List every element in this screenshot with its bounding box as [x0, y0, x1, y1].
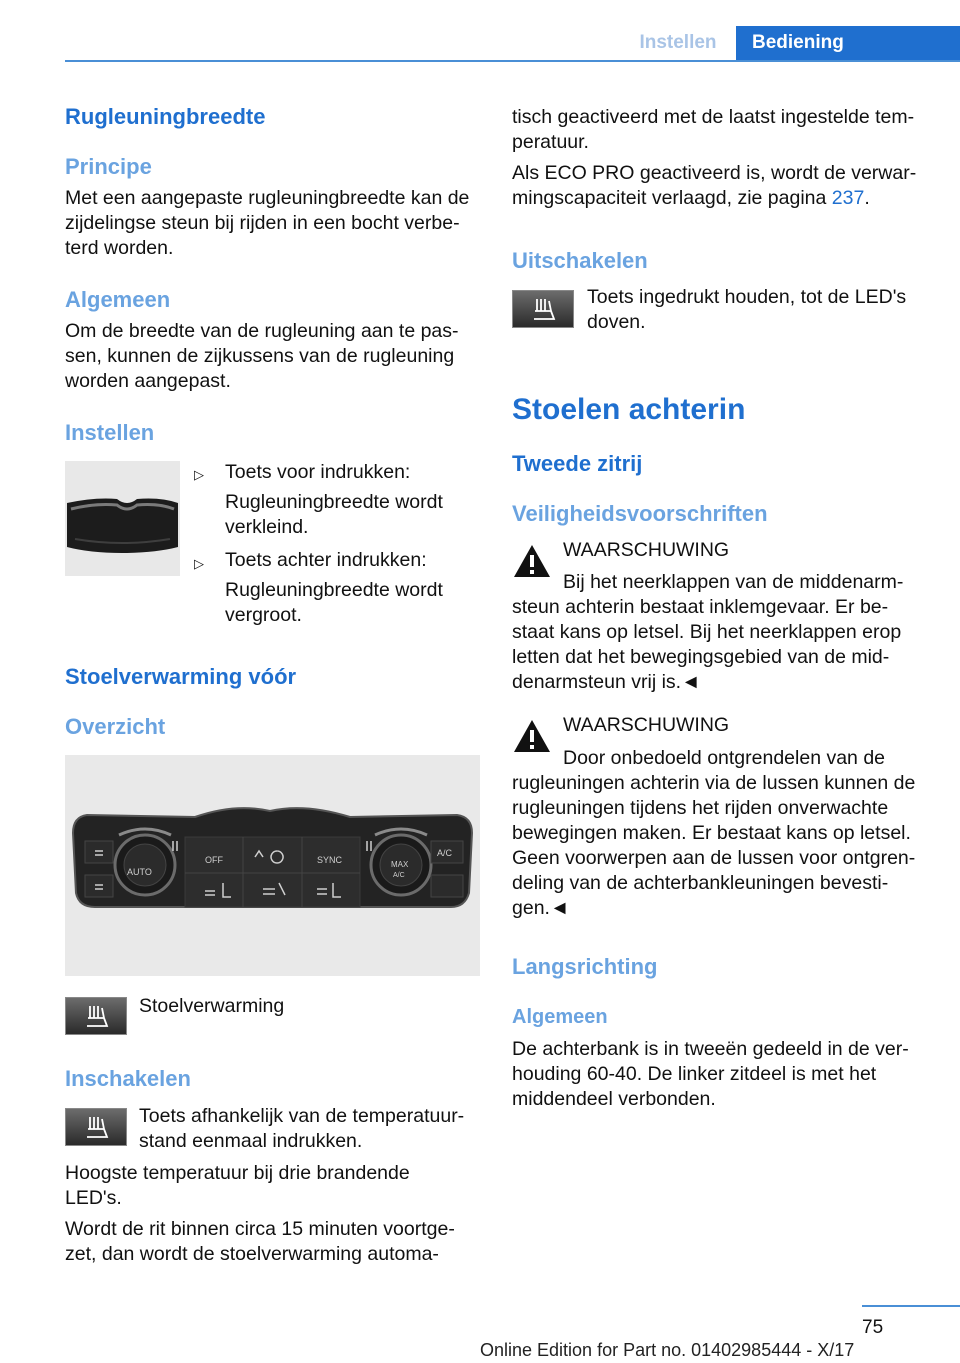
heading-overzicht: Overzicht — [65, 714, 166, 739]
heading-algemeen: Algemeen — [65, 287, 171, 312]
warning-1-title: WAARSCHUWING — [563, 539, 730, 561]
seat-heating-button-image-2 — [65, 1108, 127, 1146]
legend-stoelverwarming: Stoelverwarming — [139, 995, 285, 1017]
inschakelen-paragraph: Toets afhankelijk van de temperatuur- stand eenmaal indrukken. — [139, 1105, 465, 1152]
heading-instellen: Instellen — [65, 420, 155, 445]
heading-langsrichting: Langsrichting — [512, 954, 658, 979]
heading-veiligheidsvoorschriften: Veiligheidsvoorschriften — [512, 501, 768, 526]
bullet-triangle-2: ▷ — [194, 556, 204, 571]
hoogste-paragraph: Hoogste temperatuur bij drie brandende LED's. — [65, 1162, 410, 1209]
warning-2-title: WAARSCHUWING — [563, 714, 730, 736]
eco-pro-paragraph: Als ECO PRO geactiveerd is, wordt de verwar- mingscapaciteit verlaagd, zie pagina 237. — [512, 162, 917, 209]
panel-label-max: MAX — [391, 860, 409, 869]
climate-panel-illustration — [65, 755, 480, 976]
tab-bediening[interactable]: Bediening — [736, 26, 960, 62]
heading-uitschakelen: Uitschakelen — [512, 248, 648, 273]
wordt-paragraph: Wordt de rit binnen circa 15 minuten voortge- zet, dan wordt de stoelverwarming automa- — [65, 1218, 455, 1265]
panel-label-auto: AUTO — [127, 867, 152, 877]
seat-heating-icon-3 — [531, 297, 557, 321]
seat-heating-button-image-3 — [512, 290, 574, 328]
warning-1-text: Bij het neerklappen van de middenarm- steun achterin bestaat inklemgevaar. Er be- staat kans op letsel. Bij het neerklappen erop letten dat het bewegingsgebied van de mid- denarmsteun vrij is.◄ — [512, 571, 904, 693]
seat-heating-icon — [84, 1004, 110, 1028]
seat-heating-button-image — [65, 997, 127, 1035]
tab-instellen[interactable]: Instellen — [639, 32, 717, 53]
climate-panel-image — [65, 755, 480, 976]
panel-label-ac: A/C — [437, 848, 453, 858]
bullet-triangle-1: ▷ — [194, 467, 204, 482]
backrest-switch-icon — [65, 461, 180, 576]
instellen-item-1: Toets voor indrukken: Rugleuningbreedte wordt verkleind. — [225, 461, 443, 538]
header-rule — [65, 60, 960, 62]
heading-algemeen-2: Algemeen — [512, 1006, 608, 1028]
heading-principe: Principe — [65, 154, 152, 179]
algemeen-paragraph: Om de breedte van de rugleuning aan te pas- sen, kunnen de zijkussens van de rugleuning worden aangepast. — [65, 320, 459, 392]
continued-paragraph: tisch geactiveerd met de laatst ingestelde tem- peratuur. — [512, 106, 915, 153]
instellen-item-2: Toets achter indrukken: Rugleuningbreedte wordt vergroot. — [225, 549, 443, 626]
panel-label-off: OFF — [205, 855, 223, 865]
page-link-237[interactable]: 237 — [831, 187, 865, 209]
uitschakelen-paragraph: Toets ingedrukt houden, tot de LED's doven. — [587, 286, 907, 333]
heading-inschakelen: Inschakelen — [65, 1066, 191, 1091]
panel-label-ac-small: A/C — [393, 872, 405, 879]
principe-paragraph: Met een aangepaste rugleuningbreedte kan de zijdelingse steun bij rijden in een bocht verbe- terd worden. — [65, 187, 470, 259]
page-number: 75 — [862, 1317, 884, 1338]
panel-label-sync: SYNC — [317, 855, 343, 865]
heading-stoelen-achterin: Stoelen achterin — [512, 393, 746, 426]
heading-stoelverwarming: Stoelverwarming vóór — [65, 664, 297, 689]
footer-edition: Online Edition for Part no. 01402985444 - X/17 — [480, 1340, 855, 1360]
backrest-switch-image — [65, 461, 180, 576]
seat-heating-icon-2 — [84, 1115, 110, 1139]
footer-rule — [862, 1305, 960, 1307]
warning-2-text: Door onbedoeld ontgrendelen van de rugleuningen achterin via de lussen kunnen de rugleuningen tijdens het rijden onverwachte bewegingen maken. Er bestaat kans op letsel. Geen voorwerpen aan de lussen voor ontgren- deling van de achterbankleuningen bevesti- gen.◄ — [512, 747, 916, 919]
algemeen-2-paragraph: De achterbank is in tweeën gedeeld in de ver- houding 60-40. De linker zitdeel is met het middendeel verbonden. — [512, 1038, 909, 1110]
heading-rugleuningbreedte: Rugleuningbreedte — [65, 104, 266, 129]
heading-tweede-zitrij: Tweede zitrij — [512, 451, 643, 476]
